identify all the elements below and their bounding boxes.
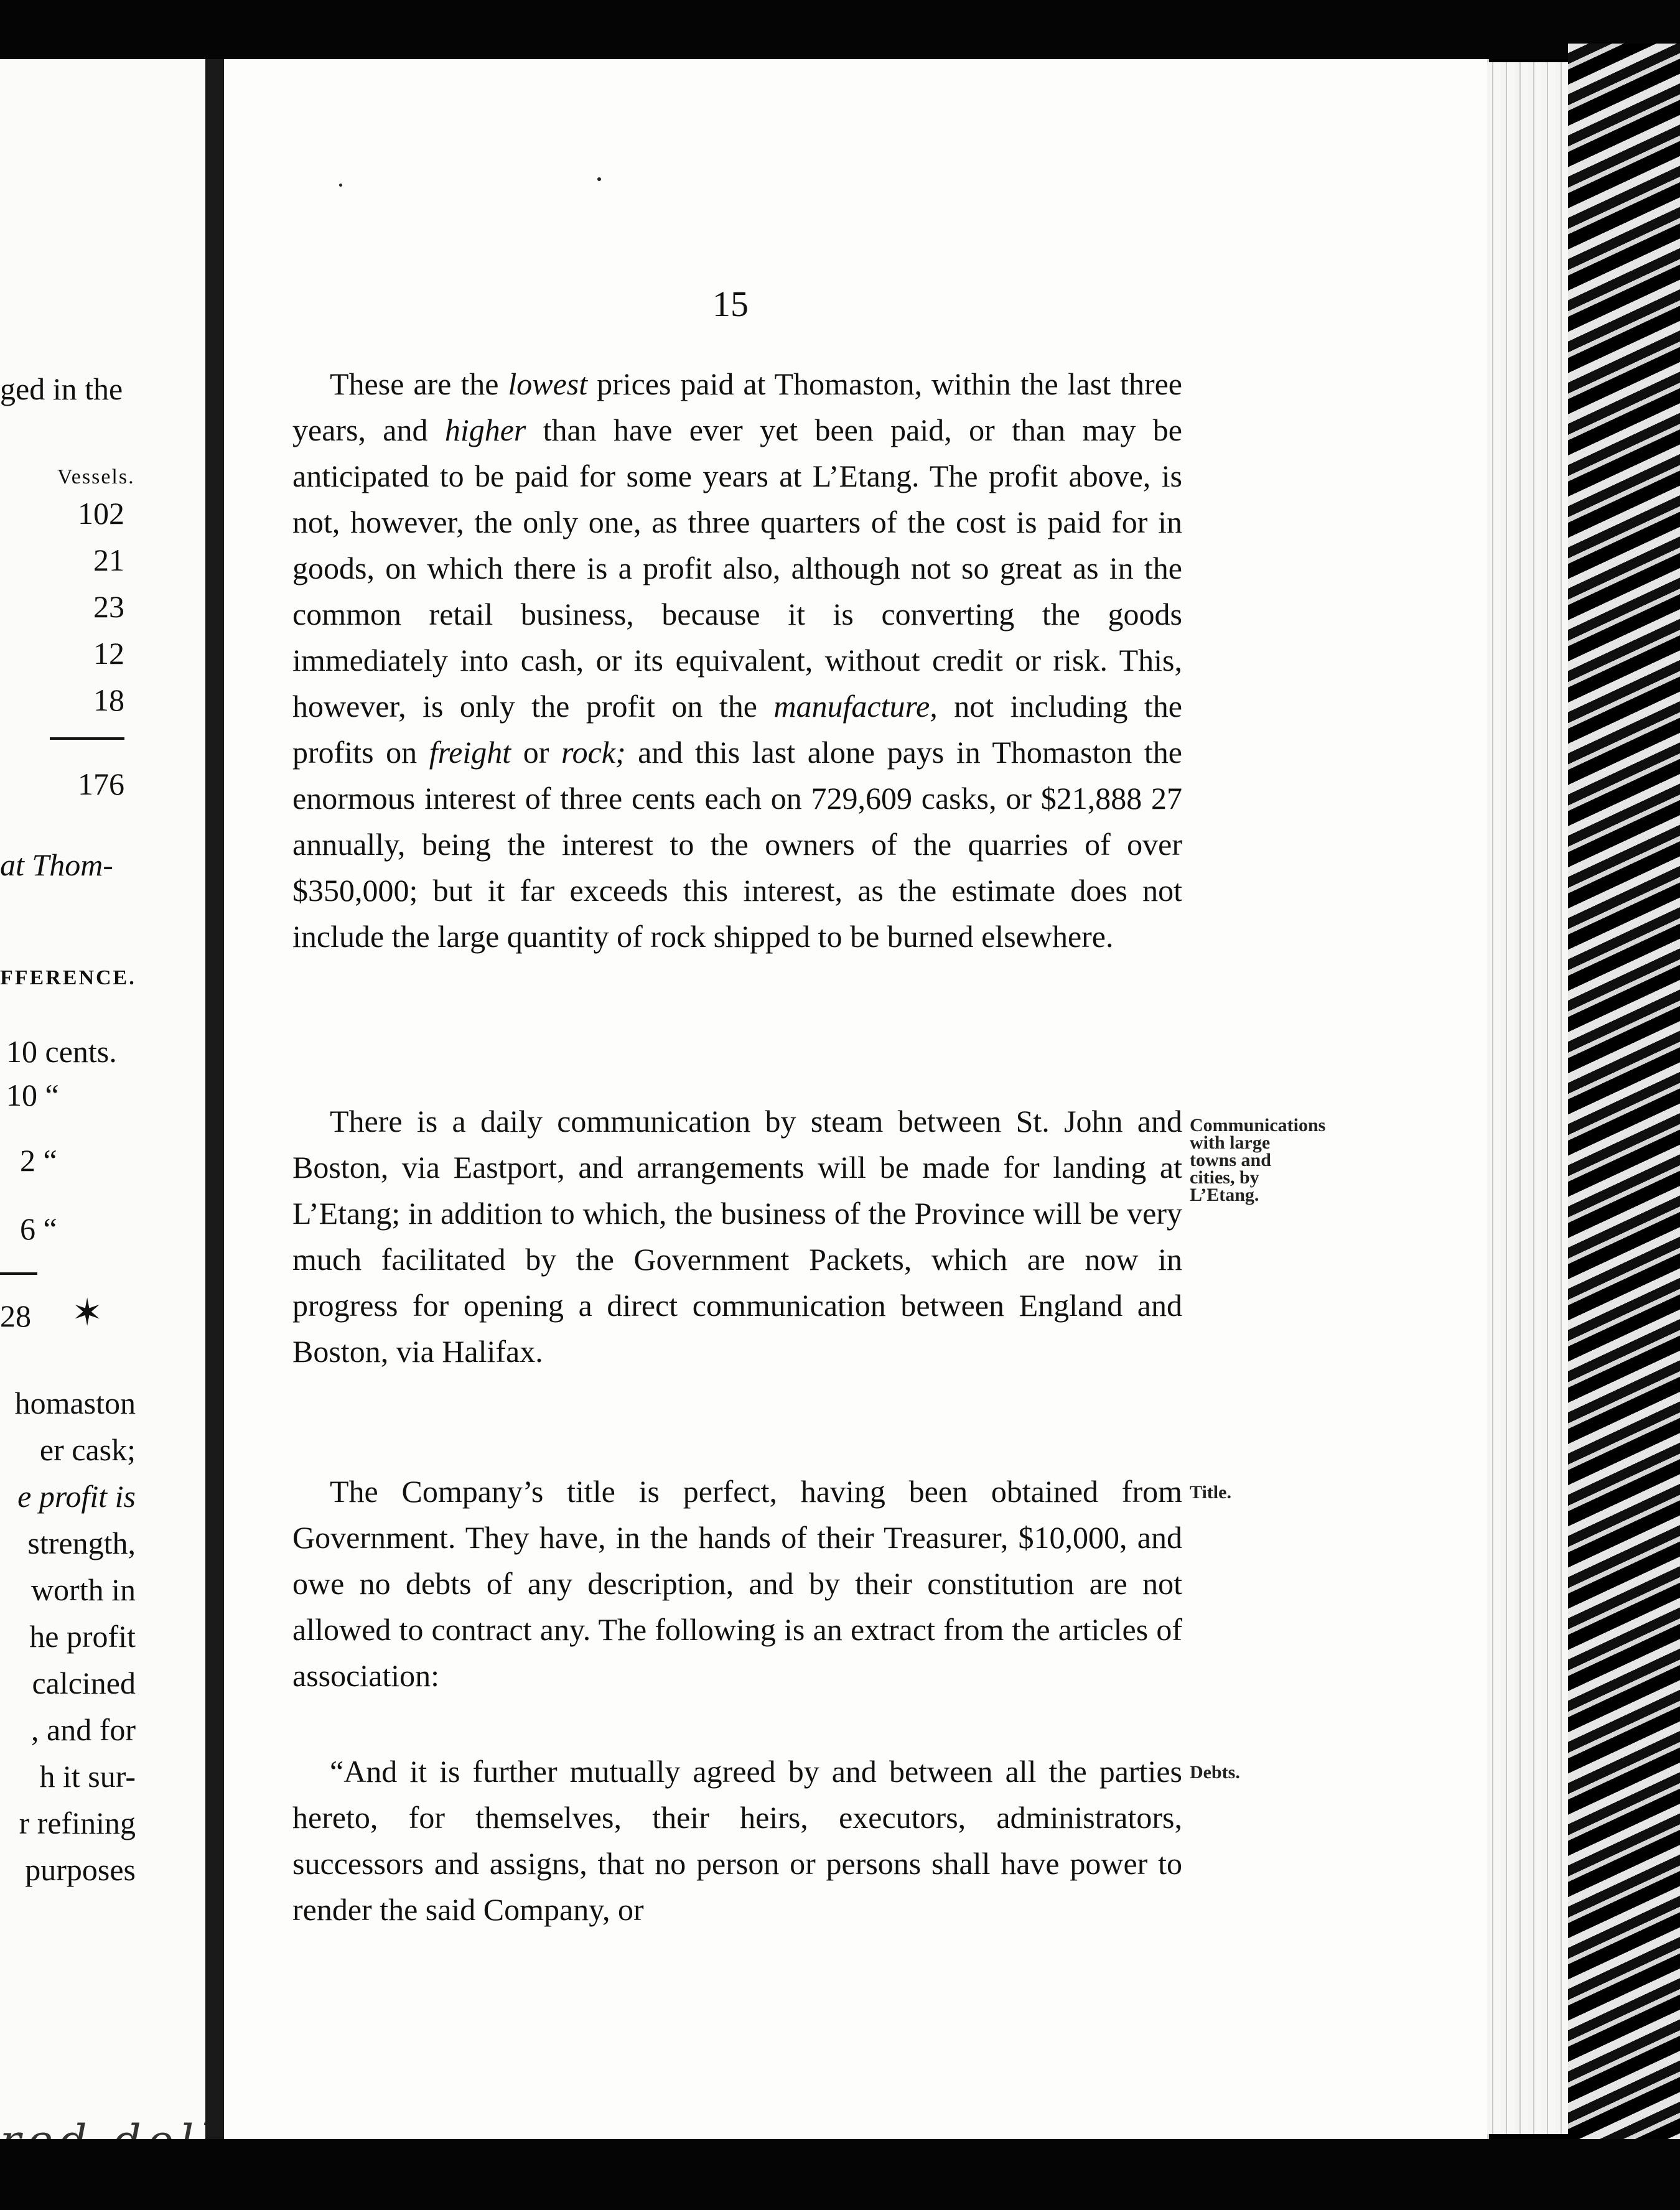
italic-emphasis: lowest	[508, 366, 588, 401]
paragraph-title: The Company’s title is perfect, having been obtained from Government. They have, in the hands of their Treasurer, $10,000, and owe no debts of any description, and by their constitution are not allowed to contract any. The following is an extract from the articles of association:	[292, 1474, 1182, 1693]
vessels-value: 102	[78, 496, 124, 531]
vessels-value: 18	[93, 683, 124, 717]
italic-emphasis: higher	[444, 413, 526, 447]
difference-row: 10 “	[6, 1078, 59, 1112]
left-italic-heading: at Thom-	[0, 847, 113, 882]
left-para-line: er cask;	[39, 1432, 136, 1467]
difference-label: FFERENCE.	[0, 966, 136, 989]
vessels-sum-rule	[50, 737, 124, 740]
paper-speck	[339, 184, 342, 187]
scan-top-border	[0, 0, 1680, 59]
left-para-line: calcined	[32, 1666, 136, 1700]
left-para-line: , and for	[31, 1712, 136, 1747]
vessels-value: 12	[93, 636, 124, 671]
margin-note-title: Title.	[1190, 1482, 1231, 1503]
vessels-label: Vessels.	[57, 465, 135, 488]
left-para-line: e profit is	[17, 1479, 136, 1514]
handwritten-mark: ✶	[72, 1292, 103, 1333]
left-heading-fragment: ged in the	[0, 371, 123, 406]
left-page	[0, 59, 205, 2139]
difference-row: 10 cents.	[6, 1034, 117, 1069]
left-para-line: r refining	[19, 1806, 136, 1840]
italic-emphasis: rock;	[561, 735, 626, 770]
left-para-line: h it sur-	[39, 1759, 136, 1794]
difference-row: 6 “	[20, 1211, 57, 1246]
paragraph-communication: There is a daily communication by steam between St. John and Boston, via Eastport, and arrangements will be made for landing at L’Etang; in addition to which, the business of the Province will be very much facilitated by the Government Packets, which are now in progress for opening a direct communication between England and Boston, via Halifax.	[292, 1104, 1182, 1369]
left-para-line: purposes	[25, 1852, 136, 1887]
left-para-line: strength,	[27, 1526, 136, 1560]
italic-emphasis: freight	[429, 735, 511, 770]
book-gutter	[205, 59, 224, 2139]
left-para-line: he profit	[29, 1619, 136, 1654]
margin-note-communications: Communications with large towns and cities, by L’Etang.	[1190, 1115, 1326, 1205]
vessels-value: 21	[93, 543, 124, 577]
difference-row: 2 “	[20, 1143, 57, 1178]
page-number: 15	[712, 284, 749, 324]
difference-total: 28	[0, 1298, 31, 1333]
left-para-line: homaston	[14, 1386, 136, 1420]
margin-note-debts: Debts.	[1190, 1762, 1240, 1783]
vessels-value: 23	[93, 589, 124, 624]
paragraph-prices: These are the lowest prices paid at Thomaston, within the last three years, and higher than have ever yet been paid, or than may be anticipated to be paid for some years at L’Etang. The profit above, is not, however, the only one, as three quarters of the cost is paid for in goods, on which there is a profit also, although not so great as in the common retail business, because it is converting the goods immediately into cash, or its equivalent, without credit or risk. This, however, is only the profit on the manufacture, not including the profits on freight or rock; and this last alone pays in Thomaston the enormous interest of three cents each on 729,609 casks, or $21,888 27 annually, being the interest to the owners of the quarries of over $350,000; but it far exceeds this interest, as the estimate does not include the large quantity of rock shipped to be burned elsewhere.	[292, 366, 1183, 954]
italic-emphasis: manufacture,	[773, 689, 938, 724]
page-edges	[1487, 62, 1568, 2134]
scan-bottom-border	[0, 2139, 1680, 2210]
paper-speck	[597, 177, 601, 181]
difference-sum-rule	[0, 1272, 37, 1275]
left-para-line: worth in	[30, 1572, 136, 1607]
paragraph-extract: “And it is further mutually agreed by and between all the parties hereto, for themselves, their heirs, executors, administrators, successors and assigns, that no person or persons shall have power to render the said Company, or	[292, 1754, 1182, 1927]
vessels-total: 176	[78, 767, 124, 801]
marbled-endpaper	[1568, 44, 1680, 2210]
